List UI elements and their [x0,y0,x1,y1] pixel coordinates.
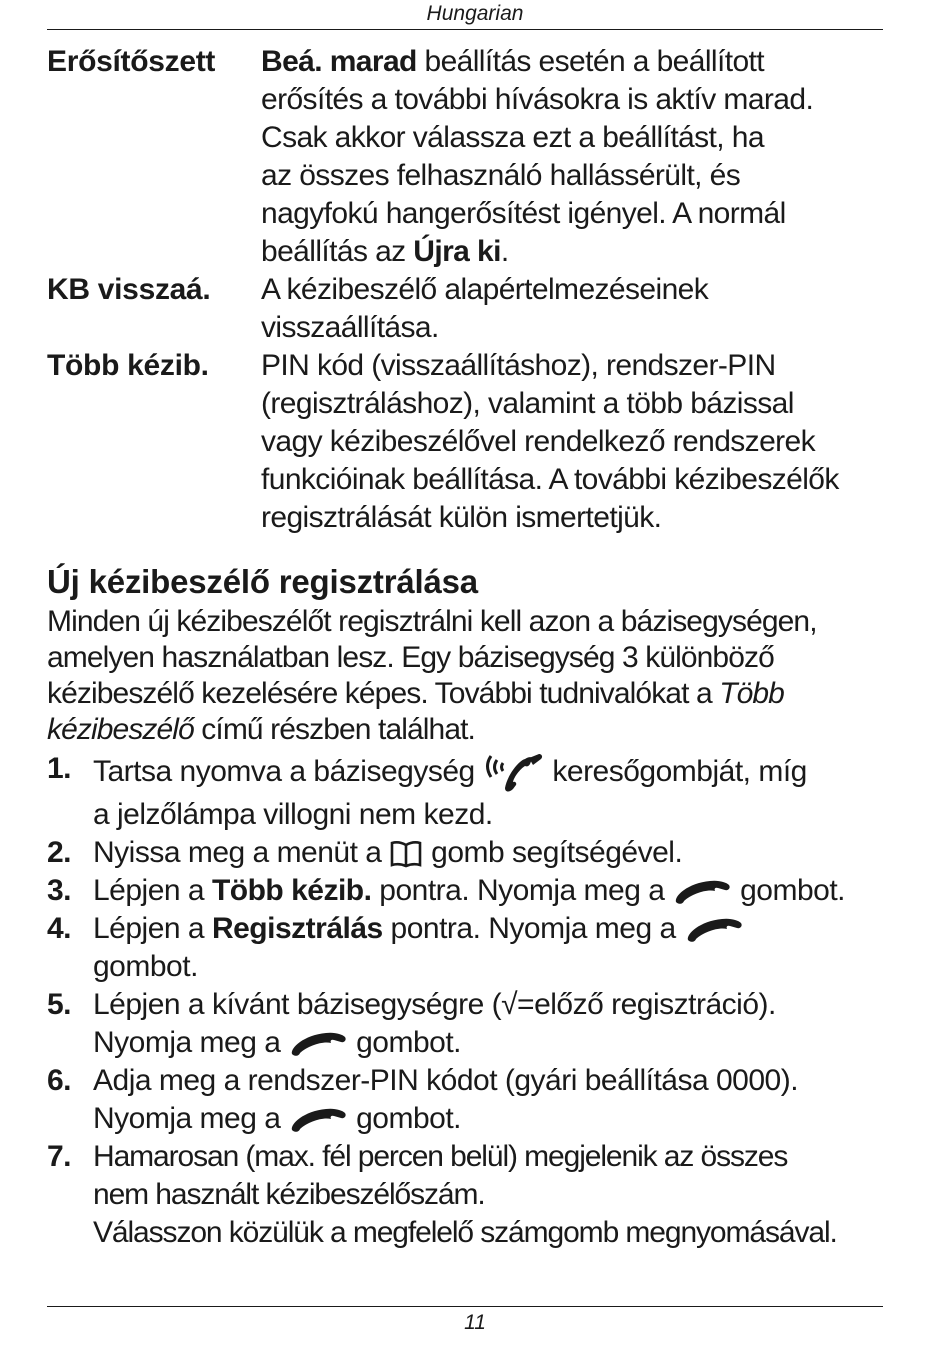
text-line: Minden új kézibeszélőt regisztrálni kell azon a bázisegységen, [47,605,817,638]
text-line: (regisztráláshoz), valamint a több bázissal [261,387,794,420]
paging-icon [483,750,545,796]
bold-text: Több kézib. [211,874,372,907]
text-line: Adja meg a rendszer-PIN kódot (gyári beállítása 0000). [93,1064,799,1097]
text: pontra. Nyomja meg a [371,874,673,907]
text-line: az összes felhasználó hallássérült, és [261,159,741,192]
text-line: nagyfokú hangerősítést igényel. A normál [261,197,786,230]
text-line: Lépjen a kívánt bázisegységre (√=előző regisztráció). [93,988,776,1021]
step-item [47,1138,927,1252]
section-intro [47,604,907,748]
text: Tartsa nyomva a bázisegység [93,754,483,788]
text: kézibeszélő kezelésére képes. További tudnivalókat a [47,677,720,710]
settings-definition-list [47,43,897,537]
step-item [47,750,927,834]
step-number: 1. [47,752,72,785]
text: Nyomja meg a [93,1026,289,1059]
call-icon [288,1029,348,1059]
text: gombot. [348,1026,461,1059]
text: Nyissa meg a menüt a [93,836,390,869]
call-icon [288,1105,348,1135]
call-icon [672,877,732,907]
text-line: amelyen használatban lesz. Egy bázisegység 3 különböző [47,641,774,674]
text: gombot. [348,1102,461,1135]
page-number: 11 [464,1311,486,1334]
text-line: funkcióinak beállítása. A további kézibeszélők [261,463,839,496]
definition-row [47,43,897,271]
italic-text: kézibeszélő [47,713,194,746]
text: keresőgombját, míg [544,754,807,788]
text-line: Hamarosan (max. fél percen belül) megjelenik az összes [93,1140,788,1173]
definition-term: Erősítőszett [47,45,216,78]
text-line: A kézibeszélő alapértelmezéseinek [261,273,709,306]
definition-term: Több kézib. [47,349,209,382]
step-item [47,986,927,1062]
step-item [47,1062,927,1138]
text: Lépjen a [93,912,212,945]
text-line: PIN kód (visszaállításhoz), rendszer-PIN [261,349,776,382]
definition-description [261,271,897,347]
bold-text: Regisztrálás [211,912,383,945]
definition-description [261,43,897,271]
text: gomb segítségével. [423,836,683,869]
text: gombot. [732,874,845,907]
section-title: Új kézibeszélő regisztrálása [47,563,478,600]
step-item [47,872,927,910]
header-language: Hungarian [426,2,524,25]
step-number: 6. [47,1064,72,1097]
text: . [500,235,509,268]
text-line: Válasszon közülük a megfelelő számgomb megnyomásával. [93,1216,837,1249]
text: című részben találhat. [193,713,475,746]
text: beállítás az [261,235,414,268]
phonebook-icon [389,839,423,869]
definition-description [261,347,897,537]
text-line: vagy kézibeszélővel rendelkező rendszerek [261,425,816,458]
italic-text: Több [719,677,784,710]
registration-steps [47,750,927,1252]
footer-rule [47,1306,883,1307]
text-line: Csak akkor válassza ezt a beállítást, ha [261,121,764,154]
text-line: a jelzőlámpa villogni nem kezd. [93,798,493,831]
text-line: gombot. [93,950,198,983]
definition-term: KB visszaá. [47,273,211,306]
step-number: 2. [47,836,72,869]
call-icon [684,915,744,945]
text-line: erősítés a további hívásokra is aktív marad. [261,83,814,116]
header-rule [47,29,883,30]
text-line: regisztrálását külön ismertetjük. [261,501,662,534]
step-number: 4. [47,912,72,945]
step-number: 5. [47,988,72,1021]
step-item [47,910,927,986]
text: pontra. Nyomja meg a [382,912,684,945]
text: Nyomja meg a [93,1102,289,1135]
definition-row [47,271,897,347]
bold-text: Beá. marad [261,45,417,78]
definition-row [47,347,897,537]
text: beállítás esetén a beállított [416,45,764,78]
text-line: nem használt kézibeszélőszám. [93,1178,485,1211]
text-line: visszaállítása. [261,311,439,344]
step-number: 7. [47,1140,72,1173]
text: Lépjen a [93,874,212,907]
step-number: 3. [47,874,72,907]
step-item [47,834,927,872]
bold-text: Újra ki [413,235,501,268]
